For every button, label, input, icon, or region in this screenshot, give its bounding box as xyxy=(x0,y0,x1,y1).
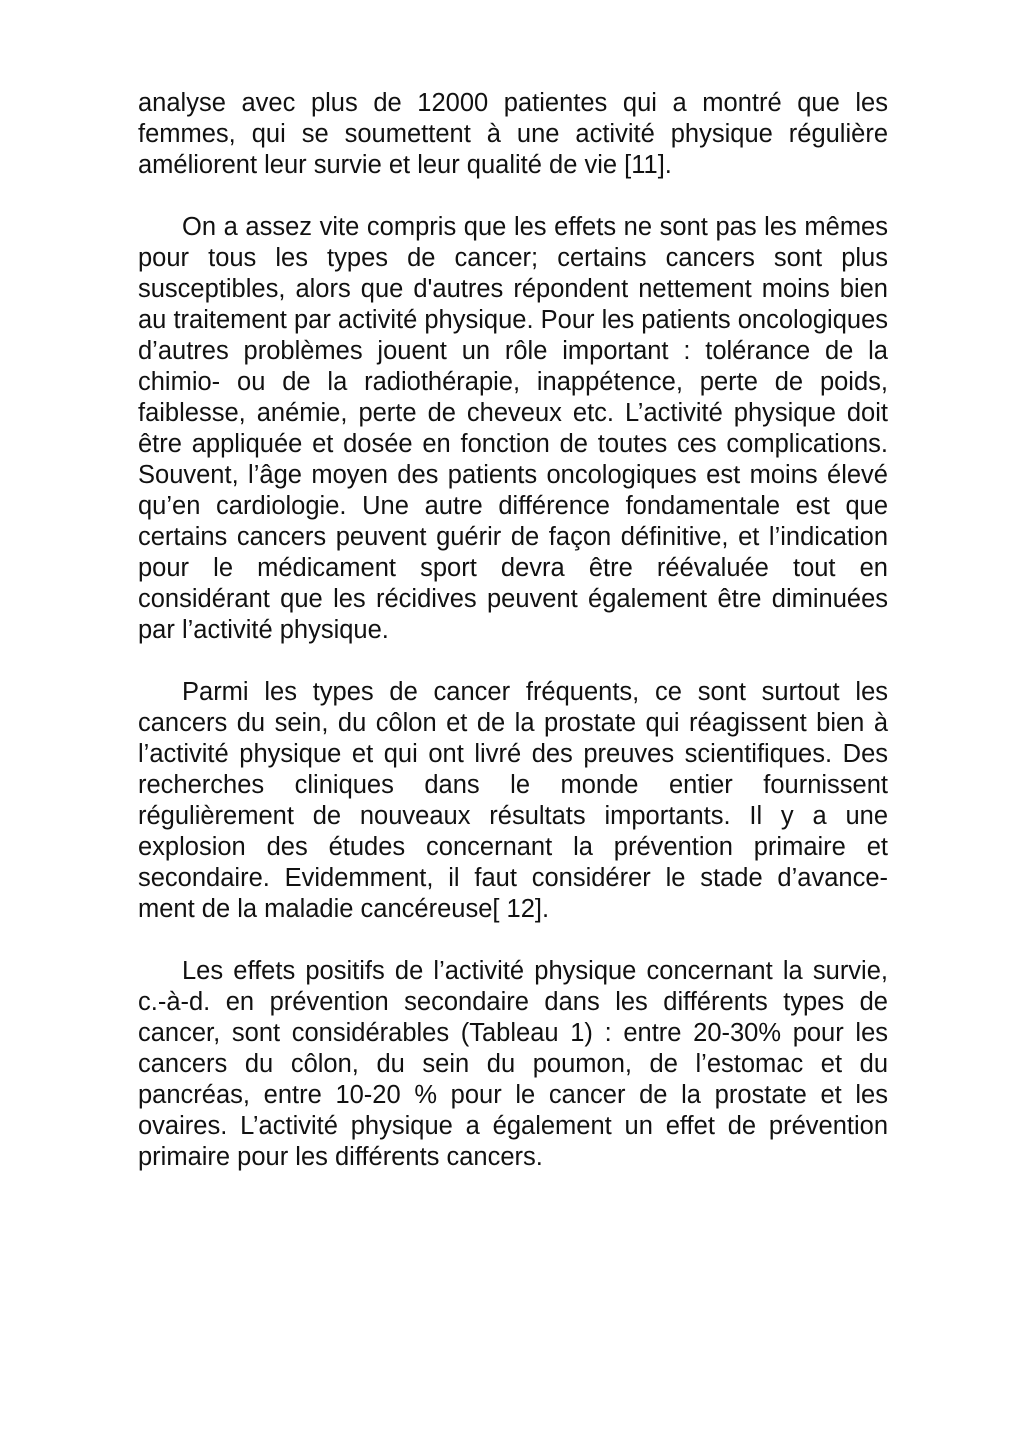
paragraph-1: analyse avec plus de 12000 patientes qui a montré que les femmes, qui se soumettent à une activité physique régulière améliorent leur survie et leur qualité de vie [11]. xyxy=(138,89,888,179)
body-text xyxy=(138,88,888,1204)
paragraph-3: Parmi les types de cancer fréquents, ce sont surtout les cancers du sein, du côlon et de la prostate qui réagissent bien à l’activité physique et qui ont livré des preuves scientifiques. Des recherches cliniques dans le monde entier fournissent régulièrement de nouveaux résultats importants. Il y a une explosion des études concernant la prévention primaire et secondaire. Evidemment, il faut considérer le stade d’avance-ment de la maladie cancéreuse[ 12]. xyxy=(138,678,888,923)
paragraph-2: On a assez vite compris que les effets ne sont pas les mêmes pour tous les types de cancer; certains cancers sont plus susceptibles, alors que d'autres répondent nettement moins bien au traitement par activité physique. Pour les patients oncologiques d’autres problèmes jouent un rôle important : tolérance de la chimio- ou de la radiothérapie, inappétence, perte de poids, faiblesse, anémie, perte de cheveux etc. L’activité physique doit être appliquée et dosée en fonction de toutes ces complications. Souvent, l’âge moyen des patients oncologiques est moins élevé qu’en cardiologie. Une autre différence fondamentale est que certains cancers peuvent guérir de façon définitive, et l’indication pour le médicament sport devra être réévaluée tout en considérant que les récidives peuvent également être diminuées par l’activité physique. xyxy=(138,213,888,644)
paragraph-4: Les effets positifs de l’activité physique concernant la survie, c.-à-d. en prévention secondaire dans les différents types de cancer, sont considérables (Tableau 1) : entre 20-30% pour les cancers du côlon, du sein du poumon, de l’estomac et du pancréas, entre 10-20 % pour le cancer de la prostate et les ovaires. L’activité physique a également un effet de prévention primaire pour les différents cancers. xyxy=(138,957,888,1171)
